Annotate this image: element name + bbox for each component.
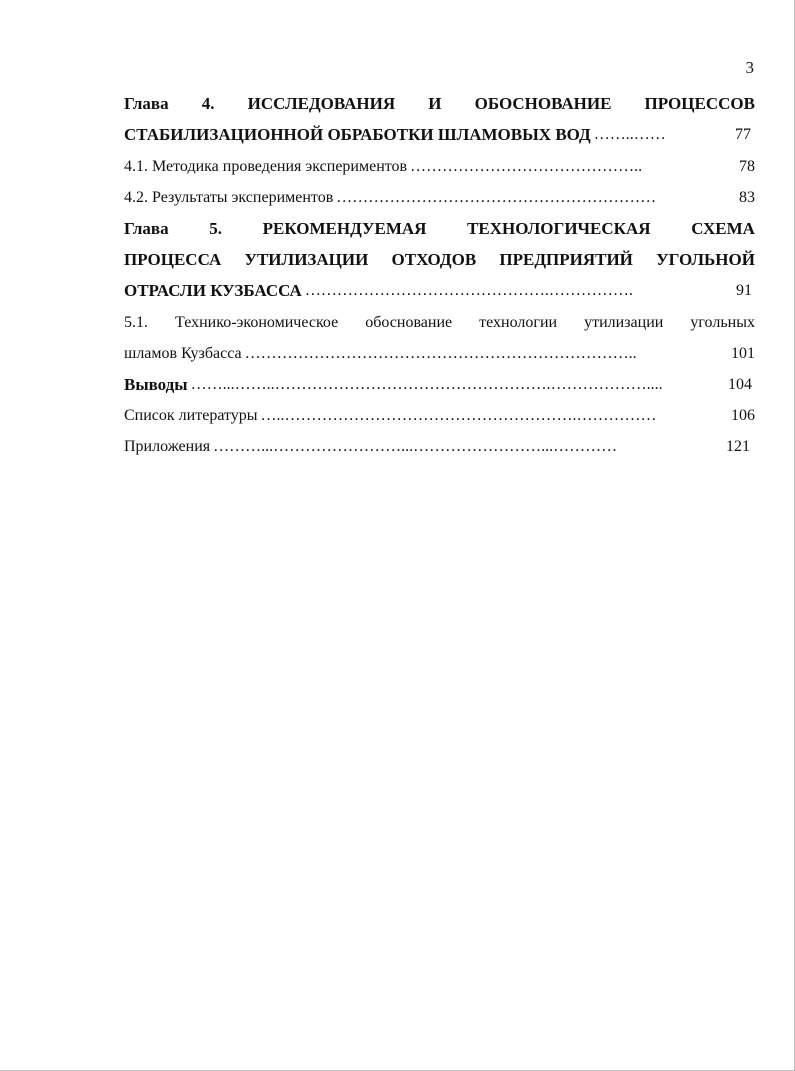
word: И — [428, 94, 442, 113]
toc-references[interactable] — [124, 406, 755, 426]
word: СХЕМА — [691, 219, 755, 238]
dot-leader: ……...……..…………………………………………….……………….... — [190, 376, 663, 393]
dot-leader: ……………………………………….……………. — [304, 282, 633, 299]
word: ПРЕДПРИЯТИЙ — [499, 250, 633, 269]
word: 5.1. — [124, 314, 148, 331]
toc-page-number: 78 — [739, 158, 755, 175]
toc-entry-title: шламов Кузбасса — [124, 345, 242, 362]
toc-entry-title: ОТРАСЛИ КУЗБАССА — [124, 281, 302, 300]
toc-page-number: 77 — [735, 126, 751, 143]
word: утилизации — [584, 314, 664, 331]
toc-chapter-5-line-2 — [124, 250, 755, 270]
word: обоснование — [365, 314, 453, 331]
toc-section-5-1-line-2[interactable] — [124, 344, 755, 364]
word: 4. — [201, 94, 215, 113]
toc-section-4-2[interactable] — [124, 188, 755, 208]
word: 5. — [209, 219, 223, 238]
word: ПРОЦЕССОВ — [644, 94, 755, 113]
word: угольных — [690, 314, 755, 331]
word: Глава — [124, 219, 169, 238]
toc-page-number: 91 — [736, 282, 752, 299]
word: РЕКОМЕНДУЕМАЯ — [262, 219, 427, 238]
word: ОТХОДОВ — [391, 250, 477, 269]
toc-entry-title: Выводы — [124, 375, 188, 394]
word: УГОЛЬНОЙ — [656, 250, 755, 269]
word: УТИЛИЗАЦИИ — [244, 250, 369, 269]
toc-page-number: 101 — [731, 345, 755, 362]
toc-chapter-5-line-1 — [124, 219, 755, 239]
toc-chapter-4-line-2[interactable] — [124, 125, 751, 145]
toc-page-number: 121 — [726, 438, 750, 455]
word: ПРОЦЕССА — [124, 250, 222, 269]
toc-entry-title: Приложения — [124, 438, 211, 455]
toc-entry-title: 4.1. Методика проведения экспериментов — [124, 158, 408, 175]
dot-leader: ……………………………………………………………….. — [244, 345, 637, 362]
toc-section-4-1[interactable] — [124, 157, 755, 177]
dot-leader: ……..…… — [593, 126, 666, 143]
toc-entry-title: Список литературы — [124, 407, 258, 424]
dot-leader: …………………………………………………… — [336, 189, 657, 206]
toc-page-number: 104 — [728, 376, 752, 393]
toc-section-5-1-line-1 — [124, 313, 755, 333]
word: технологии — [479, 314, 558, 331]
word: Глава — [124, 94, 169, 113]
word: ОБОСНОВАНИЕ — [474, 94, 612, 113]
word: ТЕХНОЛОГИЧЕСКАЯ — [467, 219, 651, 238]
word: Технико-экономическое — [175, 314, 339, 331]
toc-entry-title: 4.2. Результаты экспериментов — [124, 189, 334, 206]
dot-leader: …………………………………….. — [410, 158, 643, 175]
toc-conclusions[interactable] — [124, 375, 752, 395]
toc-entry-title: СТАБИЛИЗАЦИОННОЙ ОБРАБОТКИ ШЛАМОВЫХ ВОД — [124, 125, 591, 144]
toc-page-number: 83 — [739, 189, 755, 206]
dot-leader: ………...……………………...……………………...………… — [213, 438, 618, 455]
dot-leader: …..……………………………………………….…………… — [260, 407, 657, 424]
toc-appendices[interactable] — [124, 437, 750, 457]
toc-chapter-5-line-3[interactable] — [124, 281, 752, 301]
page-number: 3 — [745, 58, 754, 77]
toc-chapter-4-line-1 — [124, 94, 755, 114]
toc-page-number: 106 — [731, 407, 755, 424]
word: ИССЛЕДОВАНИЯ — [247, 94, 396, 113]
